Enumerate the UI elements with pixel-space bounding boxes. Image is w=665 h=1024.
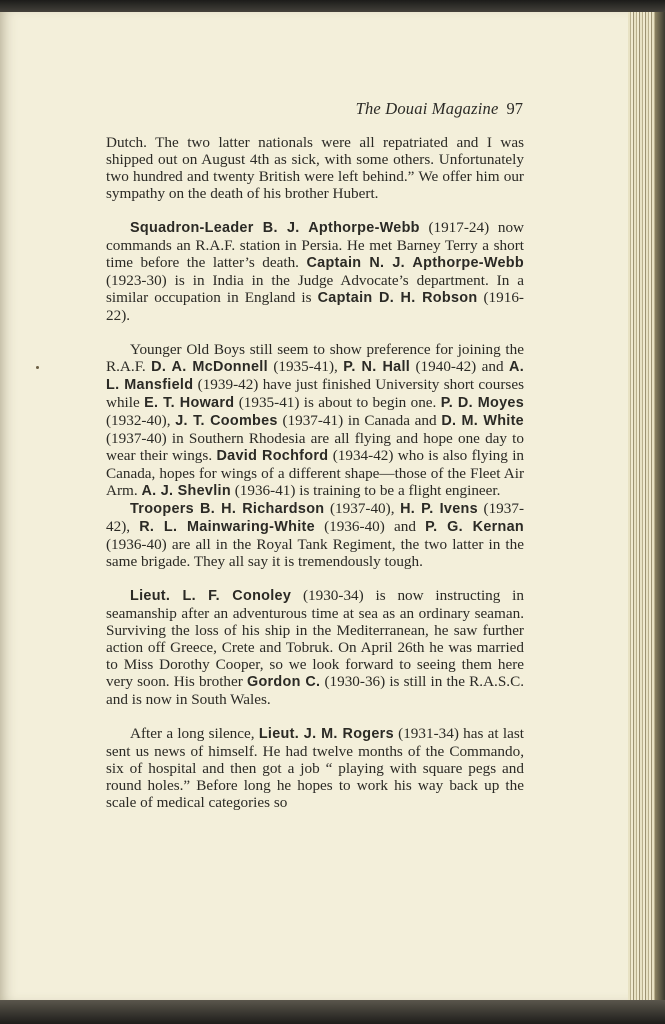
name-bold: D. M. White	[441, 413, 524, 429]
paragraph-1: Dutch. The two latter nationals were all repatriated and I was shipped out on August 4th as sick, with some others. Unfortunately two hundred and twenty British were left behind.” We offer him our sympathy on the death of his brother Hubert.	[106, 134, 524, 202]
text-run: (1939-42) have just finished University short courses while	[106, 376, 524, 411]
text-run: (1916-22).	[106, 289, 524, 324]
name-bold: P. G. Kernan	[425, 519, 525, 535]
text-run: (1923-30) is in India in the Judge Advocate’s department. In a similar occupation in England is	[106, 272, 524, 306]
text-run: Younger Old Boys still seem to show preference for joining the R.A.F.	[106, 341, 524, 375]
text-run: (1934-42) who is also flying in Canada, hopes for wings of a different shape—those of the Fleet Air Arm.	[106, 447, 525, 499]
text-run: (1937-42),	[106, 500, 524, 535]
text-run: (1936-40) and	[314, 518, 426, 535]
paragraph-6	[106, 725, 524, 811]
book-spine-shadow	[655, 12, 665, 1002]
name-bold: P. N. Hall	[343, 359, 411, 375]
paragraph-3	[106, 341, 524, 500]
text-run: (1931-34) has at last sent us news of himself. He had twelve months of the Commando, six of hospital and then got a job “ playing with square pegs and round holes.” Before long he hopes to work his way back up the scale of medical categories so	[106, 725, 525, 811]
name-bold: Troopers B. H. Richardson	[130, 501, 325, 517]
paragraph-2	[106, 219, 524, 324]
text-run: (1917-24) now commands an R.A.F. station in Persia. He met Barney Terry a short time before the latter’s death.	[106, 219, 524, 271]
running-header	[300, 99, 523, 119]
text-run: (1937-41) in Canada and	[277, 412, 442, 429]
name-bold: Squadron-Leader B. J. Apthorpe-Webb	[130, 220, 420, 236]
name-bold: Captain D. H. Robson	[317, 290, 478, 306]
text-run: (1936-40) are all in the Royal Tank Regiment, the two latter in the same brigade. They all say it is tremendously tough.	[106, 536, 524, 570]
name-bold: A. J. Shevlin	[141, 483, 231, 499]
name-bold: H. P. Ivens	[400, 501, 478, 517]
text-run: (1940-42) and	[410, 358, 509, 375]
name-bold: P. D. Moyes	[440, 395, 525, 411]
paragraph-5	[106, 587, 524, 708]
name-bold: J. T. Coombes	[175, 413, 278, 429]
text-run: (1930-36) is still in the R.A.S.C. and is now in South Wales.	[106, 673, 525, 708]
name-bold: Lieut. L. F. Conoley	[130, 588, 292, 604]
scan-border-bottom	[0, 1000, 665, 1024]
name-bold: D. A. McDonnell	[151, 359, 268, 375]
name-bold: A. L. Mansfield	[106, 359, 524, 393]
text-run: (1935-41),	[267, 358, 344, 375]
ink-speck	[36, 366, 39, 369]
text-run: (1935-41) is about to begin one.	[234, 394, 441, 411]
text-run: (1936-41) is training to be a flight engineer.	[230, 482, 501, 499]
page-number: 97	[506, 99, 523, 118]
article-body	[106, 134, 524, 811]
name-bold: David Rochford	[216, 448, 329, 464]
name-bold: Captain N. J. Apthorpe-Webb	[306, 255, 524, 271]
text-run: (1937-40),	[324, 500, 401, 517]
text-run: After a long silence,	[130, 725, 259, 742]
name-bold: E. T. Howard	[144, 395, 235, 411]
name-bold: R. L. Mainwaring-White	[139, 519, 315, 535]
text-run: (1932-40),	[106, 412, 176, 429]
text-run: (1937-40) in Southern Rhodesia are all flying and hope one day to wear their wings.	[106, 430, 524, 464]
name-bold: Lieut. J. M. Rogers	[258, 726, 394, 742]
magazine-title: The Douai Magazine	[355, 99, 499, 118]
name-bold: Gordon C.	[246, 674, 321, 690]
text-run: (1930-34) is now instructing in seamanship after an adventurous time at sea as an ordinary seaman. Surviving the loss of his ship in the Mediterranean, he saw further action off Greece, Crete and Tobruk. On April 26th he was married to Miss Dorothy Cooper, so we look forward to seeing them here very soon. His brother	[106, 587, 524, 690]
paragraph-4	[106, 500, 524, 570]
